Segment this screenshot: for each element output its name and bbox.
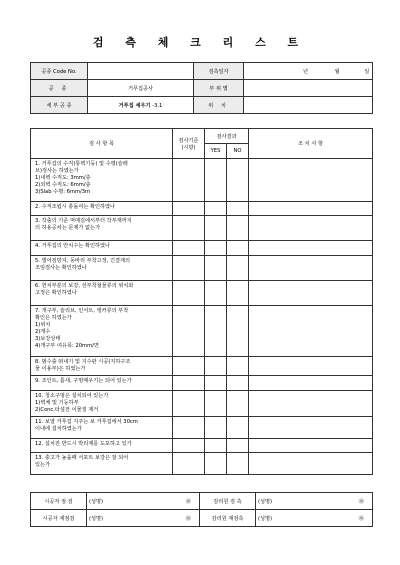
no-header: NO (227, 144, 249, 159)
action-cell[interactable] (249, 241, 373, 256)
sub-work-label: 세 부 공 종 (31, 97, 88, 114)
yes-cell[interactable] (205, 357, 227, 376)
yes-header: YES (205, 144, 227, 159)
supervisor-inspect-sign[interactable] (256, 493, 373, 510)
signature-table (30, 492, 373, 527)
standard-cell[interactable] (173, 256, 205, 281)
seal-mark: ㊞ (358, 515, 364, 522)
no-cell[interactable] (227, 281, 249, 306)
action-header: 조 치 사 항 (249, 129, 373, 159)
name-placeholder: (성명) (89, 498, 104, 505)
action-cell[interactable] (249, 453, 373, 475)
result-header: 검사결과 (205, 129, 249, 144)
check-item: 9. 조인트, 틈새, 구멍메우기는 되어 있는가 (31, 376, 173, 391)
check-item: 7. 개구부, 슬리브, 인서트, 앵커류의 부착 확인은 하였는가 1)위치 2)개수 3)보강상태 4)개구부 여유폭: 20mm/면 (31, 306, 173, 357)
contractor-inspect-label: 시공자 점 검 (31, 493, 87, 510)
no-cell[interactable] (227, 256, 249, 281)
action-cell[interactable] (249, 281, 373, 306)
work-type-label: 공 종 (31, 80, 88, 97)
standard-cell[interactable] (173, 376, 205, 391)
check-item: 3. 작출의 기준 먹매김에서부터 작부재까지 의 허용공차는 문제가 없는가 (31, 216, 173, 241)
contractor-inspect-sign[interactable] (87, 493, 200, 510)
location-value[interactable] (244, 80, 373, 97)
checklist-table (30, 128, 373, 475)
no-cell[interactable] (227, 306, 249, 357)
location-label: 부 위 별 (194, 80, 244, 97)
sub-work-code: -3.1 (152, 102, 163, 109)
work-code-value[interactable] (88, 63, 194, 80)
name-placeholder: (성명) (258, 498, 273, 505)
no-cell[interactable] (227, 417, 249, 439)
position-value[interactable] (244, 97, 373, 114)
action-cell[interactable] (249, 376, 373, 391)
yes-cell[interactable] (205, 281, 227, 306)
yes-cell[interactable] (205, 202, 227, 216)
standard-cell[interactable] (173, 216, 205, 241)
sub-work-value (88, 97, 194, 114)
date-day: 일 (364, 68, 370, 75)
no-cell[interactable] (227, 202, 249, 216)
name-placeholder: (성명) (89, 515, 104, 522)
check-item: 12. 설치전 반드시 박리제를 도포하고 있가 (31, 439, 173, 453)
action-cell[interactable] (249, 439, 373, 453)
standard-cell[interactable] (173, 357, 205, 376)
action-cell[interactable] (249, 202, 373, 216)
check-item: 11. 보열 거푸집 지주는 보 거푸집에서 30cm 이내에 설치하였는가 (31, 417, 173, 439)
standard-cell[interactable] (173, 281, 205, 306)
seal-mark: ㊞ (185, 515, 191, 522)
work-type-value: 거푸집공사 (88, 80, 194, 97)
no-cell[interactable] (227, 216, 249, 241)
yes-cell[interactable] (205, 439, 227, 453)
date-year: 년 (302, 68, 308, 75)
check-item: 1. 거푸집의 수직(통벽기둥) 및 수평(슬래 브)검사는 하였는가 1)내벽 수직도: 3mm/층 2)외벽 수직도: 6mm/층 3)Slab 수평: 6mm/3m (31, 159, 173, 202)
standard-cell[interactable] (173, 202, 205, 216)
sub-work-main: 거푸집 세우기 (118, 102, 151, 109)
seal-mark: ㊞ (185, 498, 191, 505)
check-item: 2. 수직조립시 충돌여는 확인하였나 (31, 202, 173, 216)
page-title: 검 측 체 크 리 스 트 (92, 36, 308, 49)
standard-cell[interactable] (173, 306, 205, 357)
yes-cell[interactable] (205, 417, 227, 439)
no-cell[interactable] (227, 159, 249, 202)
check-item: 6. 헌치부분의 보강, 선부착철물류의 위치와 고정은 확인하였나 (31, 281, 173, 306)
supervisor-reinspect-sign[interactable] (256, 510, 373, 527)
check-item: 5. 벌어짐방지, 동바리 부착고정, 긴결재의 조임검사는 확인하였나 (31, 256, 173, 281)
action-cell[interactable] (249, 256, 373, 281)
date-month: 월 (334, 68, 340, 75)
supervisor-reinspect-label: 감리원 재검측 (200, 510, 256, 527)
standard-header-line1: 검사기준 (178, 137, 199, 144)
check-item: 13. 충고가 높을때 서포트 보강은 잘 되어 있는가 (31, 453, 173, 475)
yes-cell[interactable] (205, 159, 227, 202)
yes-cell[interactable] (205, 453, 227, 475)
info-table (30, 62, 373, 114)
yes-cell[interactable] (205, 376, 227, 391)
action-cell[interactable] (249, 306, 373, 357)
yes-cell[interactable] (205, 241, 227, 256)
contractor-reinspect-sign[interactable] (87, 510, 200, 527)
action-cell[interactable] (249, 357, 373, 376)
seal-mark: ㊞ (358, 498, 364, 505)
yes-cell[interactable] (205, 216, 227, 241)
check-item: 10. 청소구멍은 설치되어 있는가 1)벽체 및 기둥하부 2)Conc.타설전 이물질 제거 (31, 391, 173, 417)
items-header: 검 사 항 목 (31, 129, 173, 159)
position-label: 위 치 (194, 97, 244, 114)
no-cell[interactable] (227, 439, 249, 453)
no-cell[interactable] (227, 357, 249, 376)
standard-cell[interactable] (173, 453, 205, 475)
inspect-date-label: 검측일자 (194, 63, 244, 80)
no-cell[interactable] (227, 453, 249, 475)
action-cell[interactable] (249, 159, 373, 202)
no-cell[interactable] (227, 376, 249, 391)
no-cell[interactable] (227, 241, 249, 256)
action-cell[interactable] (249, 417, 373, 439)
check-item: 8. 범수출 떠내기 및 지수판 시공(지하구조 물 이용부)은 하였는가 (31, 357, 173, 376)
no-cell[interactable] (227, 391, 249, 417)
standard-cell[interactable] (173, 391, 205, 417)
standard-header (173, 129, 205, 159)
name-placeholder: (성명) (258, 515, 273, 522)
standard-cell[interactable] (173, 417, 205, 439)
check-item: 4. 거푸집의 안치수는 확인하였나 (31, 241, 173, 256)
work-code-label: 공종 Code No. (31, 63, 88, 80)
action-cell[interactable] (249, 216, 373, 241)
yes-cell[interactable] (205, 256, 227, 281)
standard-cell[interactable] (173, 241, 205, 256)
yes-cell[interactable] (205, 306, 227, 357)
standard-cell[interactable] (173, 159, 205, 202)
standard-header-line2: (시방) (181, 144, 196, 151)
inspect-date-value[interactable] (244, 63, 373, 80)
action-cell[interactable] (249, 391, 373, 417)
standard-cell[interactable] (173, 439, 205, 453)
yes-cell[interactable] (205, 391, 227, 417)
supervisor-inspect-label: 감리원 검 측 (200, 493, 256, 510)
contractor-reinspect-label: 시공자 재점검 (31, 510, 87, 527)
